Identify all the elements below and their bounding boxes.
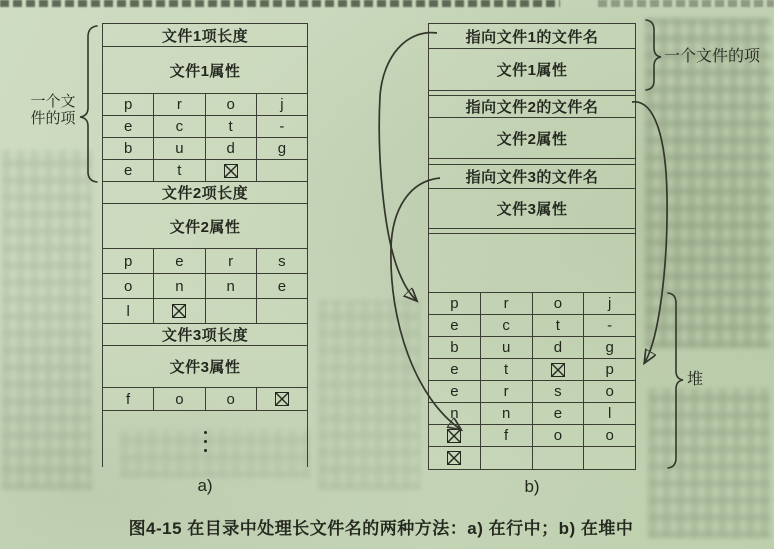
- cell-char: o: [206, 388, 257, 410]
- vertical-ellipsis-dot: [204, 440, 207, 443]
- box-x-icon: [172, 304, 186, 318]
- cell-char: e: [103, 116, 154, 137]
- cell-char: o: [533, 293, 585, 314]
- cell-char: d: [533, 337, 585, 358]
- cell-char: f: [481, 425, 533, 446]
- cell-char: n: [429, 403, 481, 424]
- cell-char: g: [277, 140, 287, 157]
- cell-char: e: [154, 249, 205, 273]
- row-unused-space: [429, 234, 635, 293]
- char-grid-row: [429, 425, 635, 447]
- cell-char: o: [206, 94, 257, 115]
- cell-char: o: [154, 388, 205, 410]
- cell-end-marker: [206, 160, 257, 181]
- label-line: 一个文: [30, 93, 76, 110]
- row-file1-name-chars: [103, 94, 307, 182]
- cell-char: e: [533, 403, 585, 424]
- cell-char: e: [277, 277, 287, 295]
- label-line: 件的项: [30, 110, 76, 127]
- row-file2-attributes: 文件2属性: [429, 118, 635, 159]
- cell-char: r: [481, 293, 533, 314]
- cell-end-marker: [429, 425, 481, 446]
- char-grid-row: [103, 116, 307, 138]
- cell-empty: [206, 299, 257, 323]
- cell-char: t: [154, 160, 205, 181]
- cell-char: e: [429, 381, 481, 402]
- char-grid-row: [429, 337, 635, 359]
- cell-char: j: [280, 96, 284, 113]
- cell-end-marker: [533, 359, 585, 380]
- cell-end-marker: [429, 447, 481, 469]
- brace-heap: [668, 293, 683, 468]
- cell-char: o: [533, 425, 585, 446]
- cell-char: t: [481, 359, 533, 380]
- cell-empty: [257, 299, 307, 323]
- char-grid-row: [103, 138, 307, 160]
- box-x-icon: [224, 164, 238, 178]
- cell-empty: [257, 160, 307, 181]
- cell-char: -: [607, 317, 613, 334]
- char-grid-row: [103, 388, 307, 411]
- cell-char: u: [481, 337, 533, 358]
- row-file2-name-chars: [103, 249, 307, 324]
- cell-char: t: [533, 315, 585, 336]
- cell-end-marker: [154, 299, 205, 323]
- cell-char: l: [607, 405, 612, 422]
- row-heap-chars: [429, 293, 635, 469]
- panel-b-caption: b): [524, 477, 540, 496]
- cell-char: e: [429, 359, 481, 380]
- cell-char: l: [103, 299, 154, 323]
- char-grid-row: [429, 381, 635, 403]
- row-file1-attributes: 文件1属性: [103, 47, 307, 94]
- row-file1-entry-length: 文件1项长度: [103, 24, 307, 47]
- row-file3-name-chars: [103, 388, 307, 411]
- cell-char: s: [278, 252, 286, 270]
- row-pointer-to-file3-name: 指向文件3的文件名: [429, 165, 635, 189]
- panel-a-caption: a): [197, 476, 213, 495]
- cell-char: f: [103, 388, 154, 410]
- box-x-icon: [447, 451, 461, 465]
- cell-char: b: [429, 337, 481, 358]
- cell-char: b: [103, 138, 154, 159]
- bleedthrough-texture: [318, 300, 420, 490]
- directory-table-heap-names: [428, 23, 636, 470]
- brace-one-file-entry-b: [646, 20, 661, 90]
- cell-char: n: [481, 403, 533, 424]
- cell-char: j: [607, 295, 612, 312]
- cell-empty: [533, 447, 585, 469]
- char-grid-row: [103, 299, 307, 324]
- cell-char: g: [605, 339, 614, 356]
- cell-char: o: [103, 274, 154, 298]
- cell-end-marker: [257, 388, 307, 410]
- cell-char: u: [154, 138, 205, 159]
- cell-char: o: [605, 427, 614, 444]
- cell-char: p: [605, 361, 614, 378]
- cell-char: -: [279, 118, 285, 135]
- cell-char: p: [103, 249, 154, 273]
- char-grid-row: [103, 249, 307, 274]
- char-grid-row: [429, 403, 635, 425]
- label-heap: 堆: [687, 371, 704, 388]
- box-x-icon: [551, 363, 565, 377]
- char-grid-row: [103, 160, 307, 182]
- row-pointer-to-file2-name: 指向文件2的文件名: [429, 96, 635, 118]
- row-file3-attributes: 文件3属性: [429, 189, 635, 229]
- cell-char: p: [429, 293, 481, 314]
- cell-char: e: [429, 315, 481, 336]
- cell-char: d: [206, 138, 257, 159]
- cell-empty: [481, 447, 533, 469]
- row-pointer-to-file1-name: 指向文件1的文件名: [429, 24, 635, 49]
- box-x-icon: [447, 429, 461, 443]
- char-grid-row: [429, 315, 635, 337]
- box-x-icon: [275, 392, 289, 406]
- cell-empty: [584, 447, 635, 469]
- row-file2-attributes: 文件2属性: [103, 204, 307, 249]
- cell-char: s: [533, 381, 585, 402]
- bleedthrough-texture: [645, 18, 771, 348]
- table-open-tail: [102, 411, 308, 467]
- label-one-file-entry-b: 一个文件的项: [664, 48, 761, 65]
- cell-char: r: [206, 249, 257, 273]
- arrow-file2-name-pointer: [632, 102, 667, 362]
- cell-char: t: [206, 116, 257, 137]
- cell-char: r: [481, 381, 533, 402]
- row-file3-entry-length: 文件3项长度: [103, 324, 307, 346]
- row-file1-attributes: 文件1属性: [429, 49, 635, 91]
- char-grid-row: [429, 447, 635, 469]
- label-one-file-entry-a: [22, 93, 84, 127]
- clipped-text-remnant: [0, 0, 560, 7]
- row-file3-attributes: 文件3属性: [103, 346, 307, 388]
- vertical-ellipsis-dot: [204, 431, 207, 434]
- clipped-text-remnant: [598, 0, 774, 7]
- bleedthrough-texture: [2, 150, 92, 490]
- cell-char: o: [605, 383, 614, 400]
- cell-char: c: [481, 315, 533, 336]
- cell-char: n: [154, 274, 205, 298]
- char-grid-row: [429, 359, 635, 381]
- char-grid-row: [429, 293, 635, 315]
- char-grid-row: [103, 274, 307, 299]
- cell-char: n: [206, 274, 257, 298]
- cell-char: p: [103, 94, 154, 115]
- row-file2-entry-length: 文件2项长度: [103, 182, 307, 204]
- cell-char: c: [154, 116, 205, 137]
- cell-char: e: [103, 160, 154, 181]
- vertical-ellipsis-dot: [204, 449, 207, 452]
- figure-caption: 图4-15 在目录中处理长文件名的两种方法：a) 在行中；b) 在堆中: [128, 519, 634, 538]
- directory-table-inline-names: [102, 23, 308, 411]
- cell-char: r: [154, 94, 205, 115]
- char-grid-row: [103, 94, 307, 116]
